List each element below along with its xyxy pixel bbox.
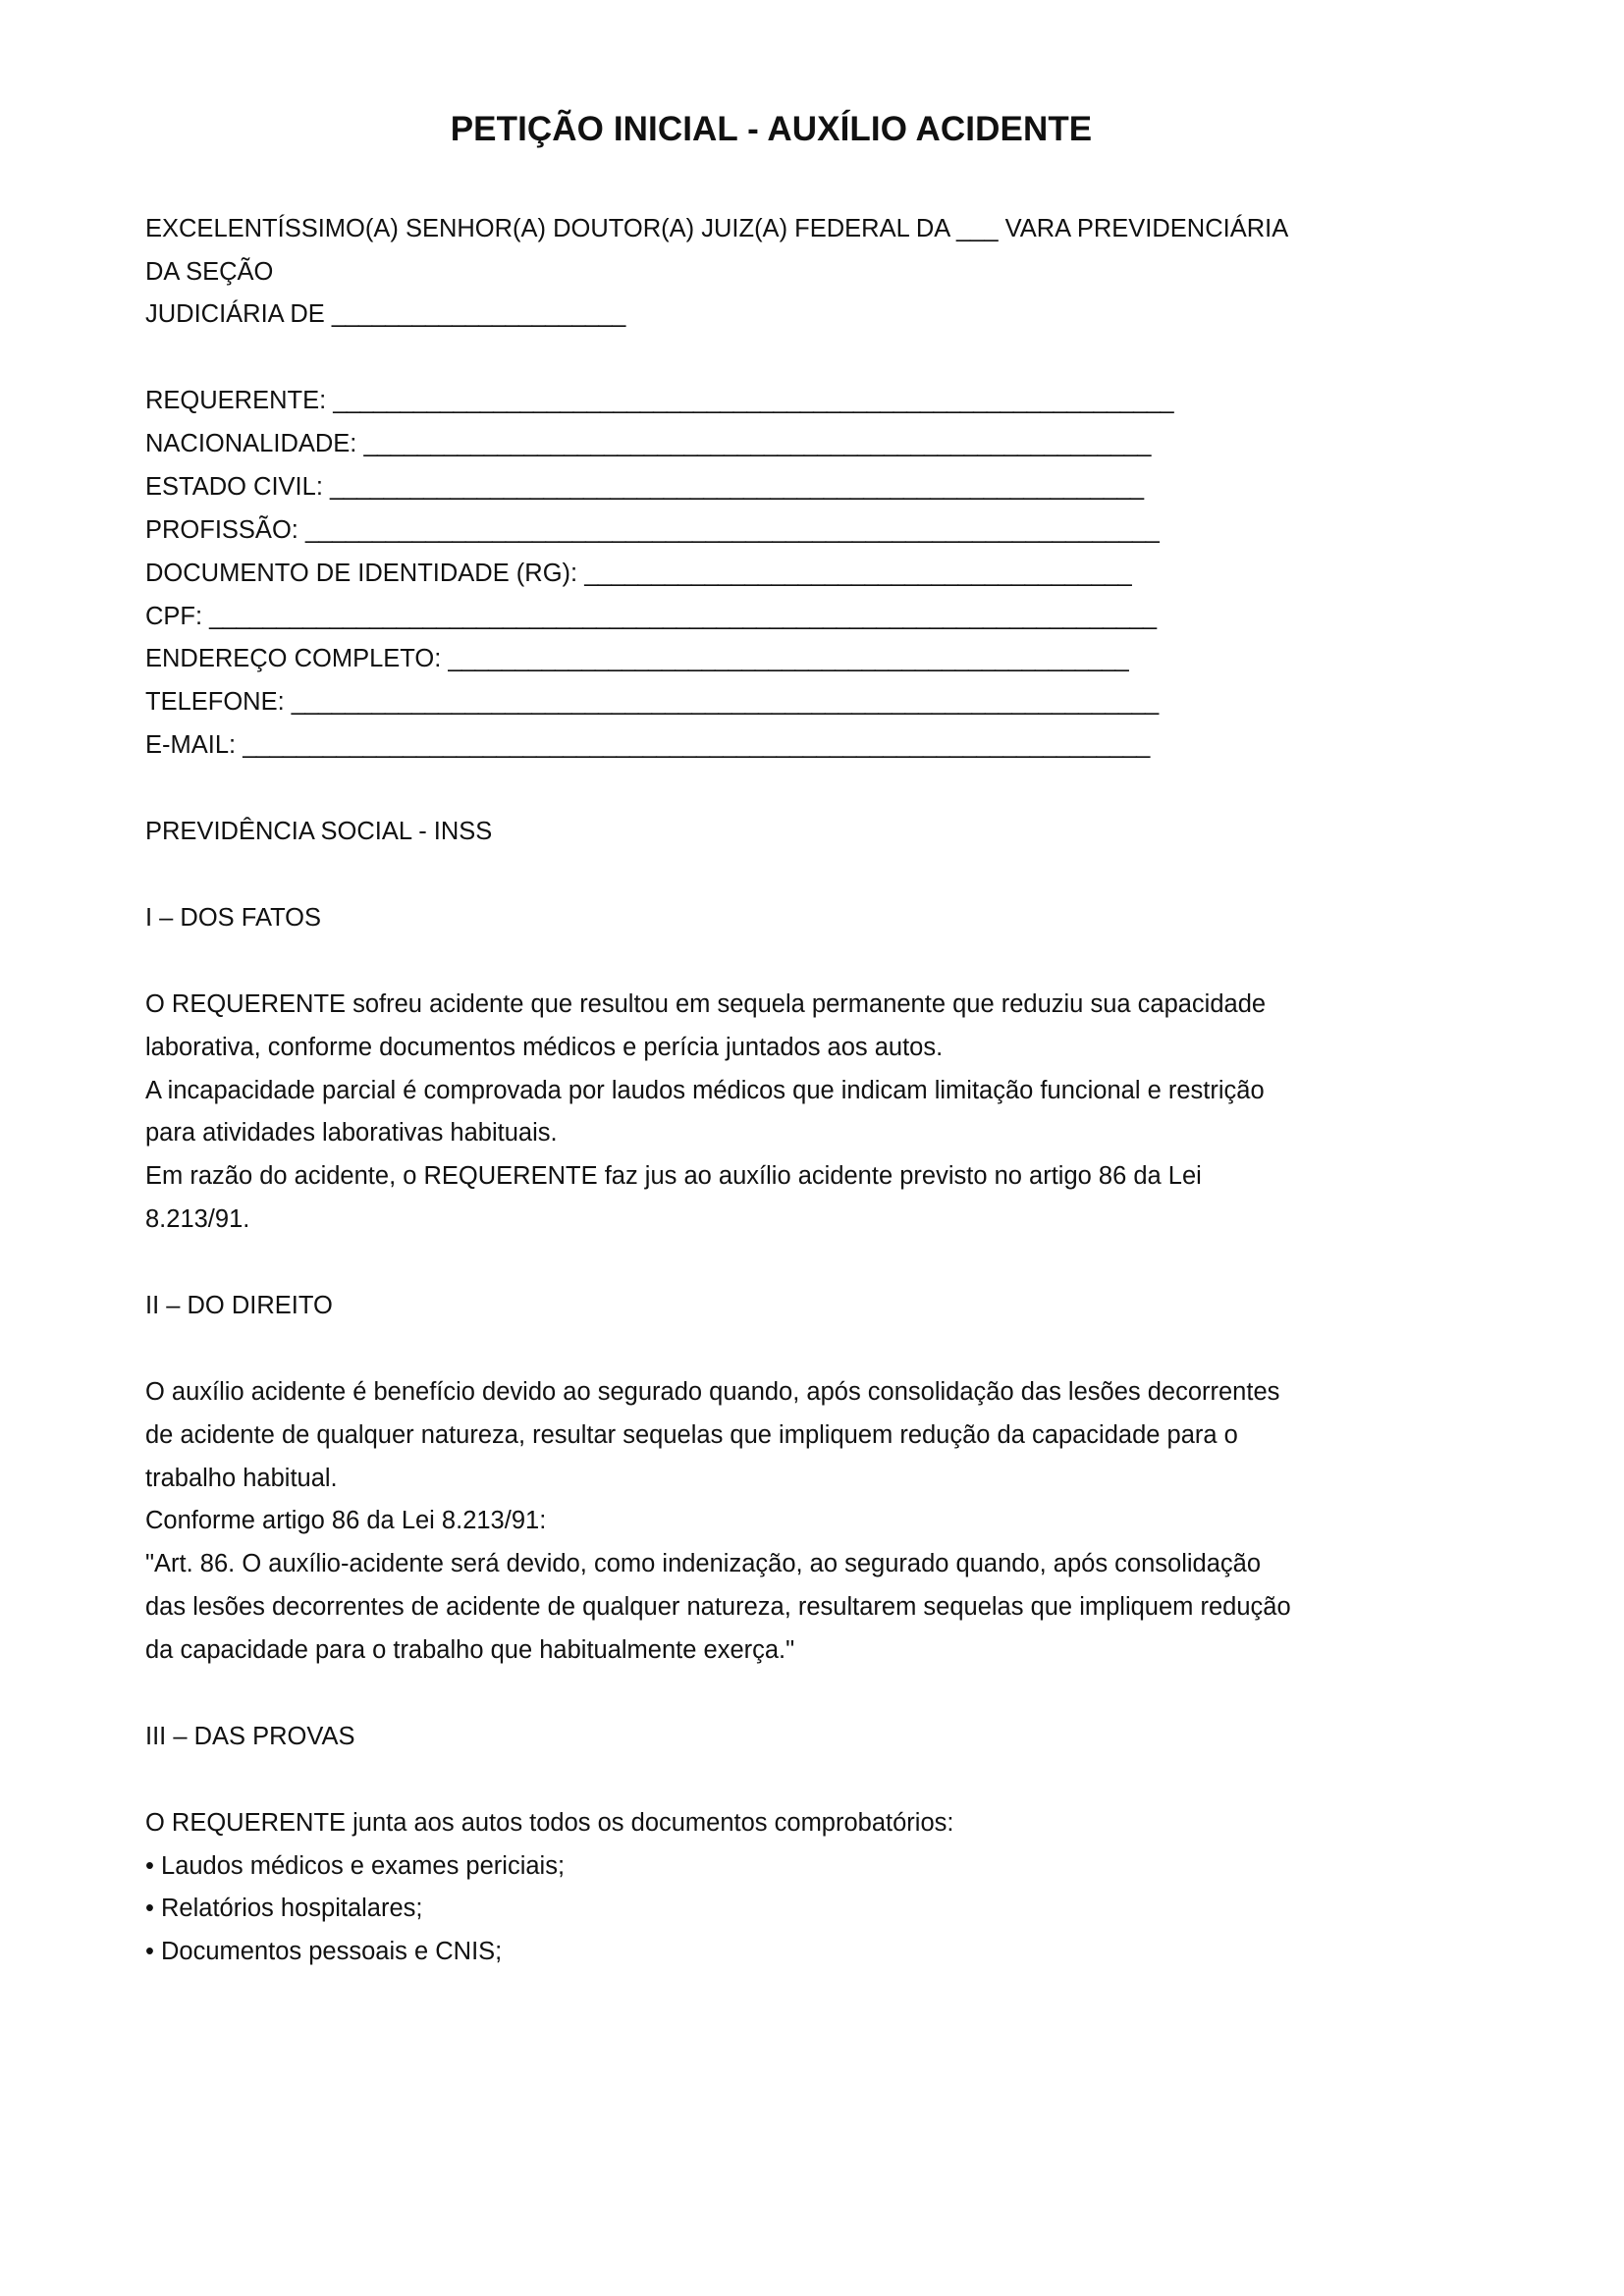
spacer [145,151,1481,208]
field-profissao [145,509,1481,553]
field-endereco-completo [145,638,1481,681]
spacer [145,768,1481,811]
section-heading-das-provas: III – DAS PROVAS [145,1722,355,1750]
field-rule[interactable]: ___________________________________________________________ [363,430,1151,458]
field-label: CPF: [145,602,210,630]
defendant-entity: PREVIDÊNCIA SOCIAL - INSS [145,818,493,846]
field-rule[interactable]: _________________________________________________________________ [291,688,1159,717]
court-address-line-2 [145,294,1481,337]
section-dos-fatos [145,897,1481,1242]
section-do-direito [145,1285,1481,1673]
field-rule[interactable]: ____________________________________________________________________ [243,731,1150,760]
field-label: PROFISSÃO: [145,515,305,544]
judicial-section-rule[interactable]: ______________________ [331,300,625,329]
paragraph: O REQUERENTE junta aos autos todos os documentos comprobatórios: [145,1808,954,1837]
paragraph-law-quote: "Art. 86. O auxílio-acidente será devido, como indenização, ao segurado quando, após consolidação das lesões decorrentes de acidente de qualquer natureza, resultarem sequelas que impliquem redução da capacidade para o trabalho que habitualmente exerça." [145,1550,1291,1664]
spacer [145,1673,1481,1716]
court-address-block [145,208,1481,338]
field-rule[interactable]: _________________________________________ [584,559,1132,587]
court-address-line-1: EXCELENTÍSSIMO(A) SENHOR(A) DOUTOR(A) JUIZ(A) FEDERAL DA ___ VARA PREVIDENCIÁRIA DA SEÇÃO [145,214,1287,286]
spacer [145,337,1481,380]
list-item: • Relatórios hospitalares; [145,1895,423,1923]
list-item: • Laudos médicos e exames periciais; [145,1851,566,1880]
judicial-section-label: JUDICIÁRIA DE [145,300,332,329]
field-documento-identidade [145,553,1481,596]
field-label: DOCUMENTO DE IDENTIDADE (RG): [145,559,585,587]
section-das-provas [145,1716,1481,1974]
field-rule[interactable]: ___________________________________________________ [448,645,1129,673]
field-rule[interactable]: _____________________________________________________________ [330,473,1144,502]
section-heading-dos-fatos: I – DOS FATOS [145,903,322,932]
paragraph: O REQUERENTE sofreu acidente que resultou em sequela permanente que reduziu sua capacidade laborativa, conforme documentos médicos e perícia juntados aos autos. [145,989,1267,1061]
spacer [145,854,1481,897]
document-content [145,0,1481,1974]
field-email [145,724,1481,768]
field-label: ENDEREÇO COMPLETO: [145,645,449,673]
page-title: PETIÇÃO INICIAL - AUXÍLIO ACIDENTE [450,110,1093,148]
field-label: ESTADO CIVIL: [145,473,330,502]
defendant-entity-block [145,811,1481,854]
paragraph: Em razão do acidente, o REQUERENTE faz jus ao auxílio acidente previsto no artigo 86 da Lei 8.213/91. [145,1162,1202,1234]
spacer [145,1328,1481,1371]
field-rule[interactable]: _______________________________________________________________ [333,387,1173,415]
field-requerente [145,380,1481,423]
spacer [145,1759,1481,1802]
field-rule[interactable]: ________________________________________________________________ [304,515,1160,544]
field-estado-civil [145,466,1481,509]
field-label: E-MAIL: [145,731,244,760]
paragraph-law-reference: Conforme artigo 86 da Lei 8.213/91: [145,1507,547,1535]
section-heading-do-direito: II – DO DIREITO [145,1291,333,1319]
list-item: • Documentos pessoais e CNIS; [145,1938,503,1966]
field-cpf [145,596,1481,639]
spacer [145,1242,1481,1285]
paragraph: O auxílio acidente é benefício devido ao segurado quando, após consolidação das lesões decorrentes de acidente de qualquer natureza, resultar sequelas que impliquem redução da capacidade para o trabalho habitual. [145,1377,1280,1492]
spacer [145,940,1481,984]
paragraph: A incapacidade parcial é comprovada por laudos médicos que indicam limitação funcional e restrição para atividades laborativas habituais. [145,1076,1265,1148]
field-rule[interactable]: _______________________________________________________________________ [209,602,1157,630]
field-nacionalidade [145,423,1481,466]
field-label: NACIONALIDADE: [145,430,364,458]
field-label: TELEFONE: [145,688,292,717]
requerente-fields [145,380,1481,768]
field-label: REQUERENTE: [145,387,334,415]
field-telefone [145,681,1481,724]
